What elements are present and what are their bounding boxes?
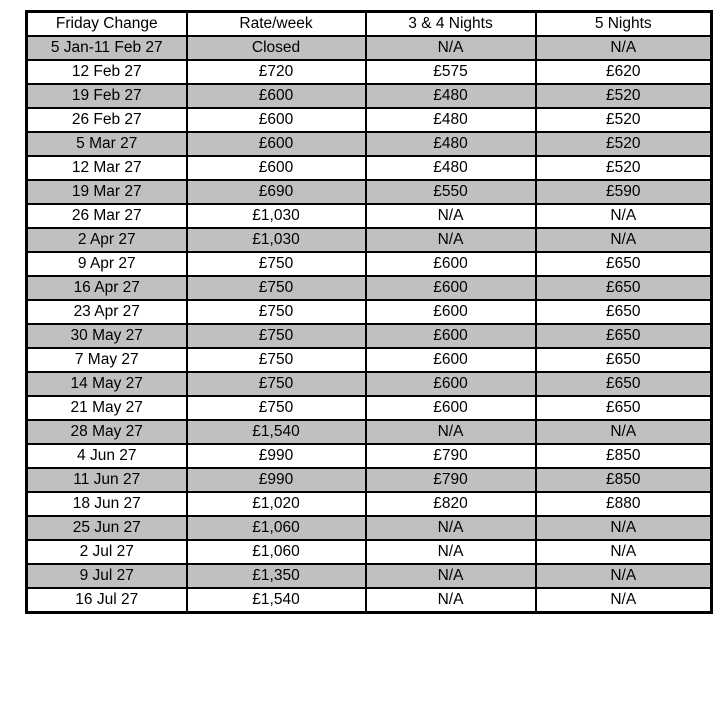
cell-rate_week: £1,060: [187, 540, 366, 564]
table-row: [27, 228, 712, 252]
cell-nights_3_4: £600: [366, 276, 536, 300]
cell-nights_5: £520: [536, 132, 712, 156]
cell-friday_change: 9 Jul 27: [27, 564, 187, 588]
cell-nights_3_4: £480: [366, 132, 536, 156]
table-row: [27, 300, 712, 324]
table-row: [27, 132, 712, 156]
cell-nights_5: £590: [536, 180, 712, 204]
table-row: [27, 156, 712, 180]
cell-nights_3_4: £600: [366, 300, 536, 324]
cell-nights_5: £520: [536, 156, 712, 180]
cell-rate_week: £1,540: [187, 588, 366, 613]
cell-nights_3_4: N/A: [366, 564, 536, 588]
table-row: [27, 84, 712, 108]
cell-rate_week: £1,350: [187, 564, 366, 588]
cell-rate_week: £750: [187, 252, 366, 276]
cell-rate_week: £600: [187, 132, 366, 156]
cell-nights_5: N/A: [536, 204, 712, 228]
cell-nights_3_4: £600: [366, 348, 536, 372]
table-row: [27, 252, 712, 276]
cell-rate_week: £750: [187, 276, 366, 300]
cell-friday_change: 5 Jan-11 Feb 27: [27, 36, 187, 60]
cell-nights_3_4: £600: [366, 396, 536, 420]
cell-nights_3_4: N/A: [366, 420, 536, 444]
cell-rate_week: £1,540: [187, 420, 366, 444]
cell-friday_change: 19 Feb 27: [27, 84, 187, 108]
cell-friday_change: 12 Mar 27: [27, 156, 187, 180]
cell-nights_5: £650: [536, 396, 712, 420]
table-row: [27, 60, 712, 84]
cell-friday_change: 2 Apr 27: [27, 228, 187, 252]
cell-rate_week: £750: [187, 372, 366, 396]
cell-nights_5: £650: [536, 348, 712, 372]
table-row: [27, 108, 712, 132]
column-header-rate_week: Rate/week: [187, 12, 366, 37]
cell-nights_5: £850: [536, 468, 712, 492]
cell-friday_change: 19 Mar 27: [27, 180, 187, 204]
cell-rate_week: £990: [187, 444, 366, 468]
cell-friday_change: 4 Jun 27: [27, 444, 187, 468]
cell-rate_week: £1,030: [187, 204, 366, 228]
table-row: [27, 276, 712, 300]
cell-nights_5: £850: [536, 444, 712, 468]
table-row: [27, 348, 712, 372]
table-row: [27, 516, 712, 540]
cell-rate_week: £600: [187, 156, 366, 180]
cell-rate_week: £720: [187, 60, 366, 84]
table-row: [27, 396, 712, 420]
table-row: [27, 588, 712, 613]
cell-nights_3_4: £550: [366, 180, 536, 204]
cell-nights_5: N/A: [536, 540, 712, 564]
cell-nights_5: £650: [536, 252, 712, 276]
cell-rate_week: £1,030: [187, 228, 366, 252]
table-row: [27, 180, 712, 204]
cell-nights_5: £620: [536, 60, 712, 84]
cell-friday_change: 5 Mar 27: [27, 132, 187, 156]
cell-friday_change: 14 May 27: [27, 372, 187, 396]
cell-rate_week: £750: [187, 348, 366, 372]
cell-friday_change: 9 Apr 27: [27, 252, 187, 276]
table-row: [27, 492, 712, 516]
cell-friday_change: 26 Mar 27: [27, 204, 187, 228]
cell-nights_3_4: N/A: [366, 204, 536, 228]
cell-friday_change: 16 Apr 27: [27, 276, 187, 300]
cell-nights_5: N/A: [536, 588, 712, 613]
cell-rate_week: £600: [187, 108, 366, 132]
cell-nights_3_4: £480: [366, 108, 536, 132]
cell-nights_3_4: £600: [366, 252, 536, 276]
cell-nights_5: £880: [536, 492, 712, 516]
rates-table: [25, 10, 713, 614]
table-row: [27, 540, 712, 564]
cell-nights_5: £650: [536, 324, 712, 348]
table-row: [27, 468, 712, 492]
table-row: [27, 444, 712, 468]
table-row: [27, 420, 712, 444]
cell-nights_3_4: N/A: [366, 540, 536, 564]
cell-nights_3_4: £790: [366, 444, 536, 468]
cell-rate_week: £750: [187, 324, 366, 348]
cell-friday_change: 16 Jul 27: [27, 588, 187, 613]
cell-nights_5: N/A: [536, 564, 712, 588]
header-row: [27, 12, 712, 37]
table-body: [27, 36, 712, 613]
cell-nights_5: £650: [536, 300, 712, 324]
cell-rate_week: £600: [187, 84, 366, 108]
cell-nights_5: £520: [536, 108, 712, 132]
cell-nights_3_4: £600: [366, 324, 536, 348]
cell-nights_3_4: £575: [366, 60, 536, 84]
cell-nights_3_4: £480: [366, 84, 536, 108]
cell-friday_change: 25 Jun 27: [27, 516, 187, 540]
cell-friday_change: 28 May 27: [27, 420, 187, 444]
cell-friday_change: 12 Feb 27: [27, 60, 187, 84]
table-row: [27, 564, 712, 588]
cell-friday_change: 30 May 27: [27, 324, 187, 348]
cell-nights_5: £650: [536, 372, 712, 396]
cell-friday_change: 7 May 27: [27, 348, 187, 372]
table-row: [27, 324, 712, 348]
cell-friday_change: 2 Jul 27: [27, 540, 187, 564]
table-row: [27, 372, 712, 396]
cell-friday_change: 11 Jun 27: [27, 468, 187, 492]
cell-friday_change: 21 May 27: [27, 396, 187, 420]
cell-rate_week: £750: [187, 396, 366, 420]
column-header-nights_3_4: 3 & 4 Nights: [366, 12, 536, 37]
cell-rate_week: £1,060: [187, 516, 366, 540]
cell-friday_change: 18 Jun 27: [27, 492, 187, 516]
column-header-nights_5: 5 Nights: [536, 12, 712, 37]
cell-nights_3_4: £480: [366, 156, 536, 180]
table-row: [27, 36, 712, 60]
cell-nights_5: N/A: [536, 36, 712, 60]
cell-nights_3_4: £820: [366, 492, 536, 516]
cell-nights_3_4: £600: [366, 372, 536, 396]
cell-rate_week: £990: [187, 468, 366, 492]
cell-nights_5: N/A: [536, 420, 712, 444]
cell-rate_week: £690: [187, 180, 366, 204]
cell-nights_3_4: £790: [366, 468, 536, 492]
cell-rate_week: Closed: [187, 36, 366, 60]
cell-rate_week: £750: [187, 300, 366, 324]
cell-friday_change: 26 Feb 27: [27, 108, 187, 132]
cell-nights_3_4: N/A: [366, 36, 536, 60]
cell-friday_change: 23 Apr 27: [27, 300, 187, 324]
cell-nights_5: £650: [536, 276, 712, 300]
column-header-friday_change: Friday Change: [27, 12, 187, 37]
cell-nights_3_4: N/A: [366, 588, 536, 613]
cell-rate_week: £1,020: [187, 492, 366, 516]
cell-nights_3_4: N/A: [366, 228, 536, 252]
cell-nights_5: N/A: [536, 228, 712, 252]
cell-nights_5: N/A: [536, 516, 712, 540]
cell-nights_5: £520: [536, 84, 712, 108]
table-row: [27, 204, 712, 228]
cell-nights_3_4: N/A: [366, 516, 536, 540]
